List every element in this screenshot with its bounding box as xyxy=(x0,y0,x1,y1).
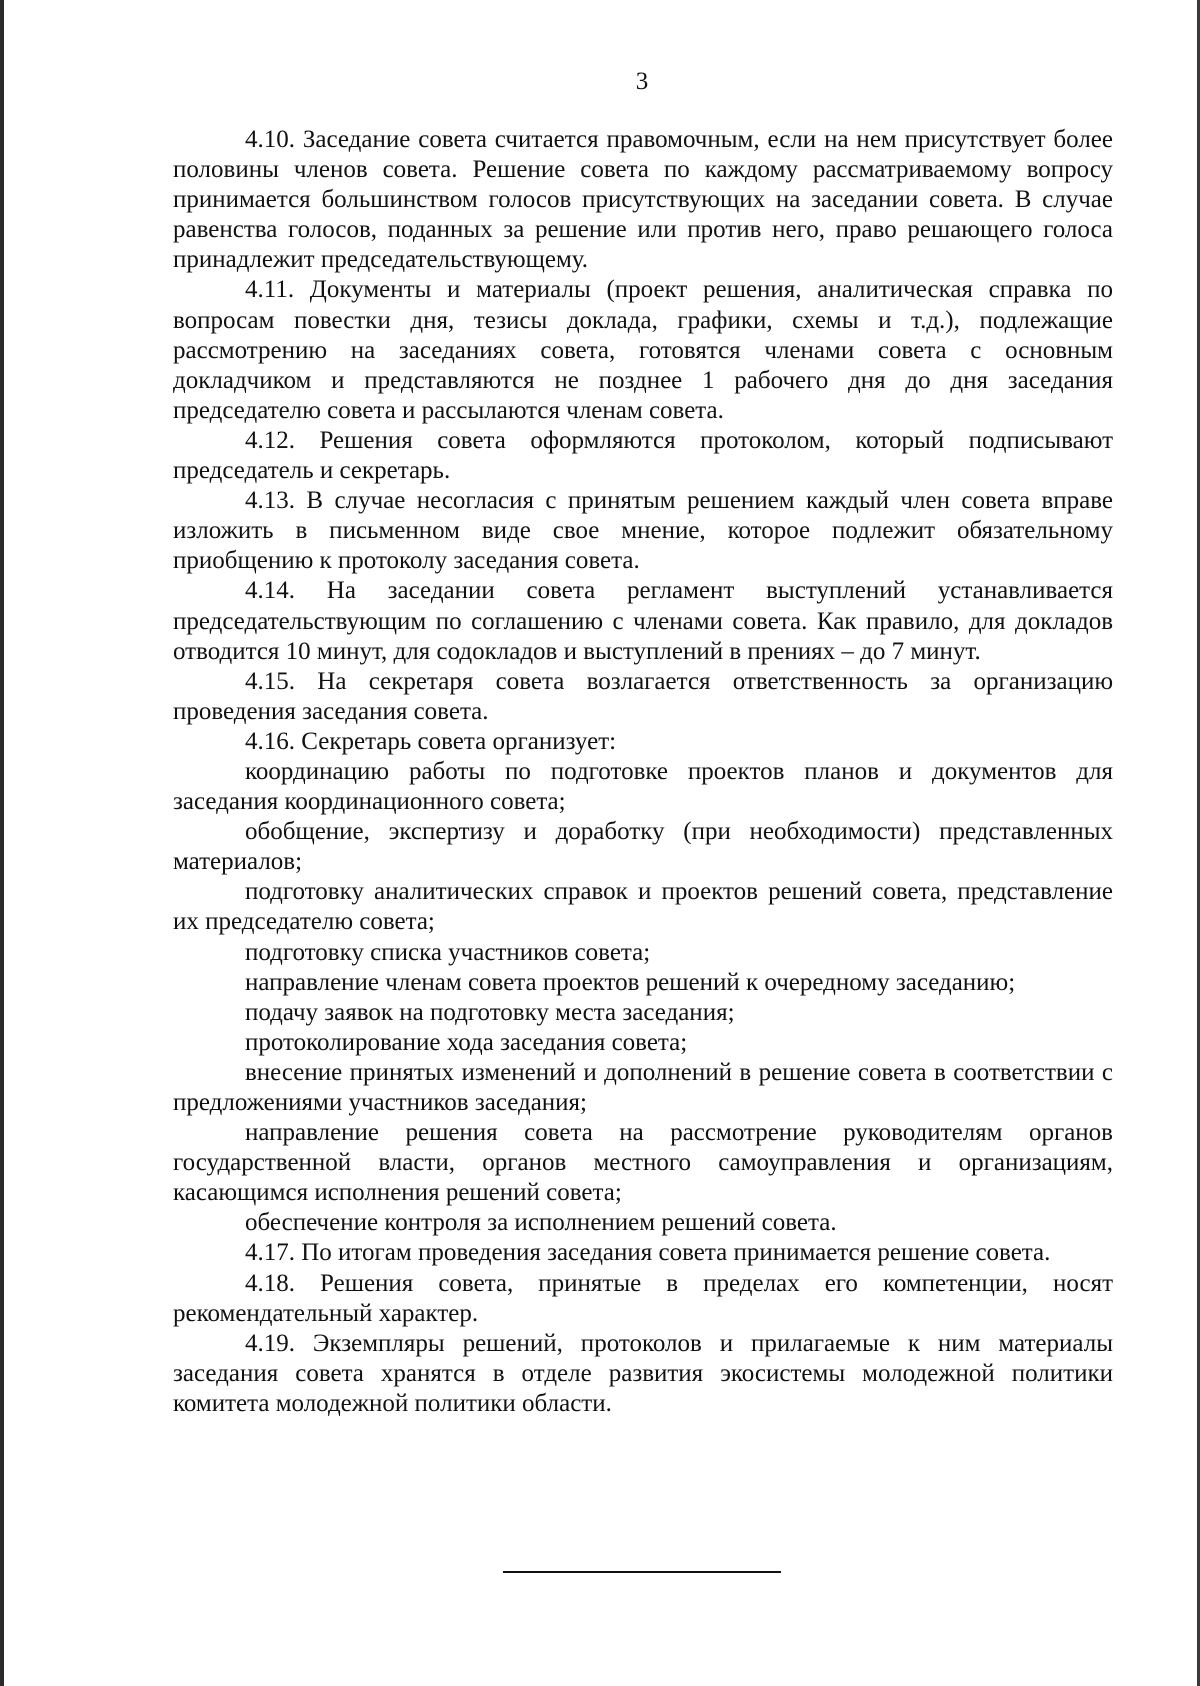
list-item-amendments: внесение принятых изменений и дополнений в решение совета в соответствии с предложениями участников заседания; xyxy=(173,1058,1113,1116)
list-item-review: обобщение, экспертизу и доработку (при необходимости) представленных материалов; xyxy=(173,818,1113,876)
list-item-participants: подготовку списка участников совета; xyxy=(245,938,651,966)
paragraph-4-16: 4.16. Секретарь совета организует: xyxy=(245,727,617,755)
list-item-minutes: протоколирование хода заседания совета; xyxy=(245,1028,688,1056)
paragraph-4-14: 4.14. На заседании совета регламент выступлений устанавливается председательствующим по соглашению с членами совета. Как правило, для докладов отводится 10 минут, для содокладов и выступлений в прениях – до 7 минут. xyxy=(173,577,1113,665)
paragraph-4-17: 4.17. По итогам проведения заседания совета принимается решение совета. xyxy=(245,1239,1051,1267)
list-item-analytics: подготовку аналитических справок и проектов решений совета, представление их председателю совета; xyxy=(173,878,1113,936)
paragraph-4-15: 4.15. На секретаря совета возлагается ответственность за организацию проведения заседания совета. xyxy=(173,667,1113,725)
page-number: 3 xyxy=(635,68,649,95)
paragraph-4-11: 4.11. Документы и материалы (проект решения, аналитическая справка по вопросам повестки дня, тезисы доклада, графики, схемы и т.д.), подлежащие рассмотрению на заседаниях совета, готовятся членами совета с основным докладчиком и представляются не позднее 1 рабочего дня до дня заседания председателю совета и рассылаются членам совета. xyxy=(173,276,1113,424)
scan-edge-left xyxy=(0,0,4,1686)
list-item-distribution: направление решения совета на рассмотрение руководителям органов государственной власти, органов местного самоуправления и организациям, касающимся исполнения решений совета; xyxy=(173,1119,1113,1207)
paragraph-4-18: 4.18. Решения совета, принятые в пределах его компетенции, носят рекомендательный характер. xyxy=(173,1269,1113,1327)
list-item-draft-decisions: направление членам совета проектов решений к очередному заседанию; xyxy=(245,968,1016,996)
paragraph-4-10: 4.10. Заседание совета считается правомочным, если на нем присутствует более половины членов совета. Решение совета по каждому рассматриваемому вопросу принимается большинством голосов присутствующих на заседании совета. В случае равенства голосов, поданных за решение или против него, право решающего голоса принадлежит председательствующему. xyxy=(173,126,1113,274)
paragraph-4-12: 4.12. Решения совета оформляются протоколом, который подписывают председатель и секретарь. xyxy=(173,426,1113,485)
document-body xyxy=(173,125,1113,1419)
list-item-venue-requests: подачу заявок на подготовку места заседания; xyxy=(245,998,735,1026)
list-item-control: обеспечение контроля за исполнением решений совета. xyxy=(245,1209,837,1237)
paragraph-4-13: 4.13. В случае несогласия с принятым решением каждый член совета вправе изложить в письменном виде свое мнение, которое подлежит обязательному приобщению к протоколу заседания совета. xyxy=(173,487,1113,575)
paragraph-4-19: 4.19. Экземпляры решений, протоколов и прилагаемые к ним материалы заседания совета хранятся в отделе развития экосистемы молодежной политики комитета молодежной политики области. xyxy=(173,1329,1113,1417)
end-of-document-rule xyxy=(503,1571,781,1573)
list-item-coordination: координацию работы по подготовке проектов планов и документов для заседания координационного совета; xyxy=(173,757,1113,816)
